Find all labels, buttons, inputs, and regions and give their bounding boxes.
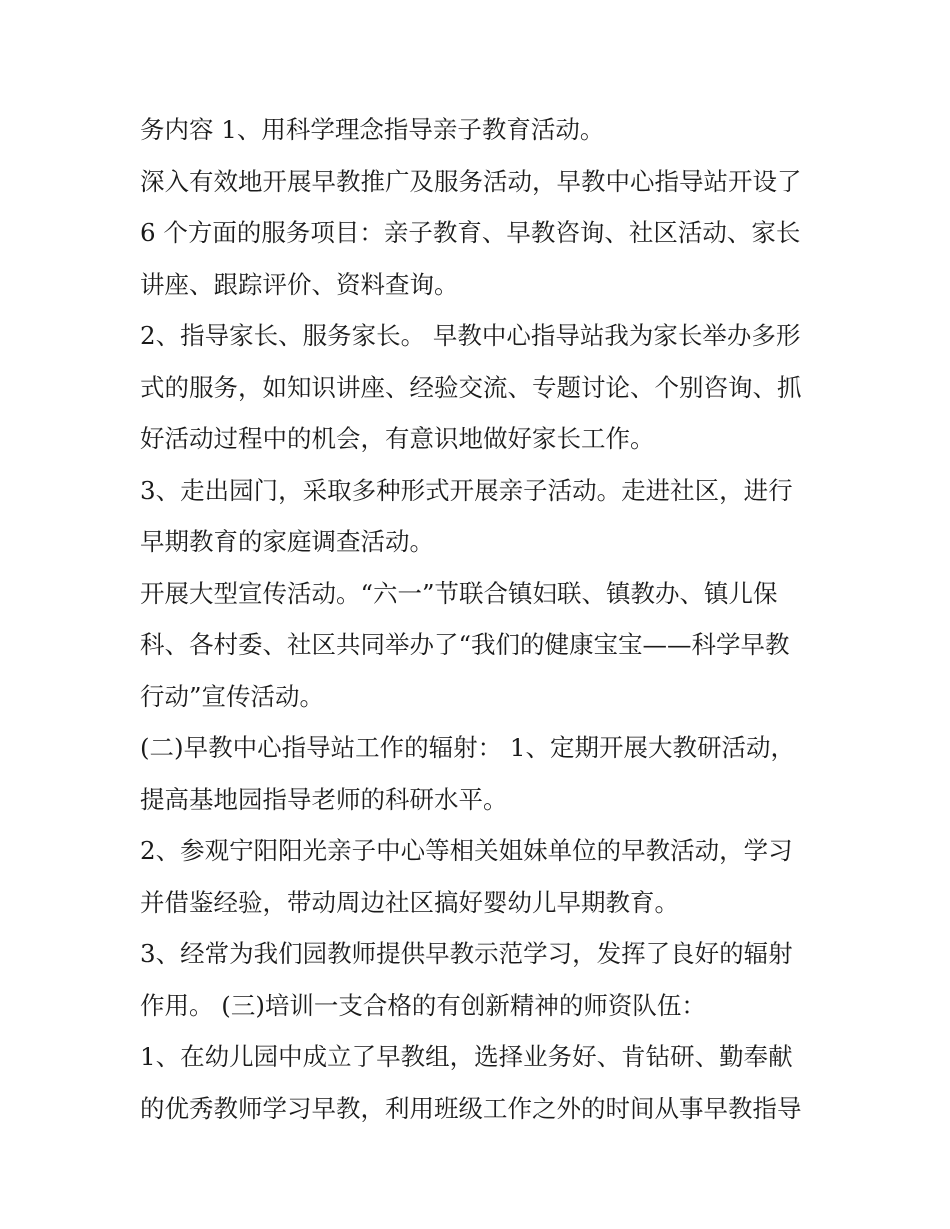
- text-line: 行动”宣传活动。: [140, 681, 325, 711]
- text-line: 讲座、跟踪评价、资料查询。: [140, 269, 459, 299]
- document-body: [140, 104, 820, 1134]
- text-line: 6 个方面的服务项目：亲子教育、早教咨询、社区活动、家长: [140, 218, 801, 247]
- text-line: 早期教育的家庭调查活动。: [140, 527, 434, 556]
- text-line: 深入有效地开展早教推广及服务活动，早教中心指导站开设了: [140, 166, 802, 196]
- text-line: 1、在幼儿园中成立了早教组，选择业务好、肯钻研、勤奉献: [140, 1042, 793, 1071]
- text-line: 式的服务，如知识讲座、经验交流、专题讨论、个别咨询、抓: [140, 372, 802, 402]
- text-line: 科、各村委、社区共同举办了“我们的健康宝宝——科学早教: [140, 630, 790, 659]
- text-line: 3、走出园门，采取多种形式开展亲子活动。走进社区，进行: [140, 475, 793, 505]
- text-line: 作用。 (三)培训一支合格的有创新精神的师资队伍：: [140, 990, 706, 1020]
- text-line: 3、经常为我们园教师提供早教示范学习，发挥了良好的辐射: [140, 939, 793, 968]
- text-line: 的优秀教师学习早教，利用班级工作之外的时间从事早教指导: [140, 1093, 802, 1123]
- text-line: 并借鉴经验，带动周边社区搞好婴幼儿早期教育。: [140, 887, 679, 917]
- text-line: 开展大型宣传活动。“六一”节联合镇妇联、镇教办、镇儿保: [140, 578, 778, 608]
- text-line: (二)早教中心指导站工作的辐射： 1、定期开展大教研活动，: [140, 733, 795, 762]
- text-line: 2、参观宁阳阳光亲子中心等相关姐妹单位的早教活动，学习: [140, 836, 793, 865]
- text-line: 提高基地园指导老师的科研水平。: [140, 784, 508, 814]
- text-line: 务内容 1、用科学理念指导亲子教育活动。: [140, 115, 605, 144]
- text-line: 2、指导家长、服务家长。 早教中心指导站我为家长举办多形: [140, 321, 801, 350]
- text-line: 好活动过程中的机会，有意识地做好家长工作。: [140, 424, 655, 453]
